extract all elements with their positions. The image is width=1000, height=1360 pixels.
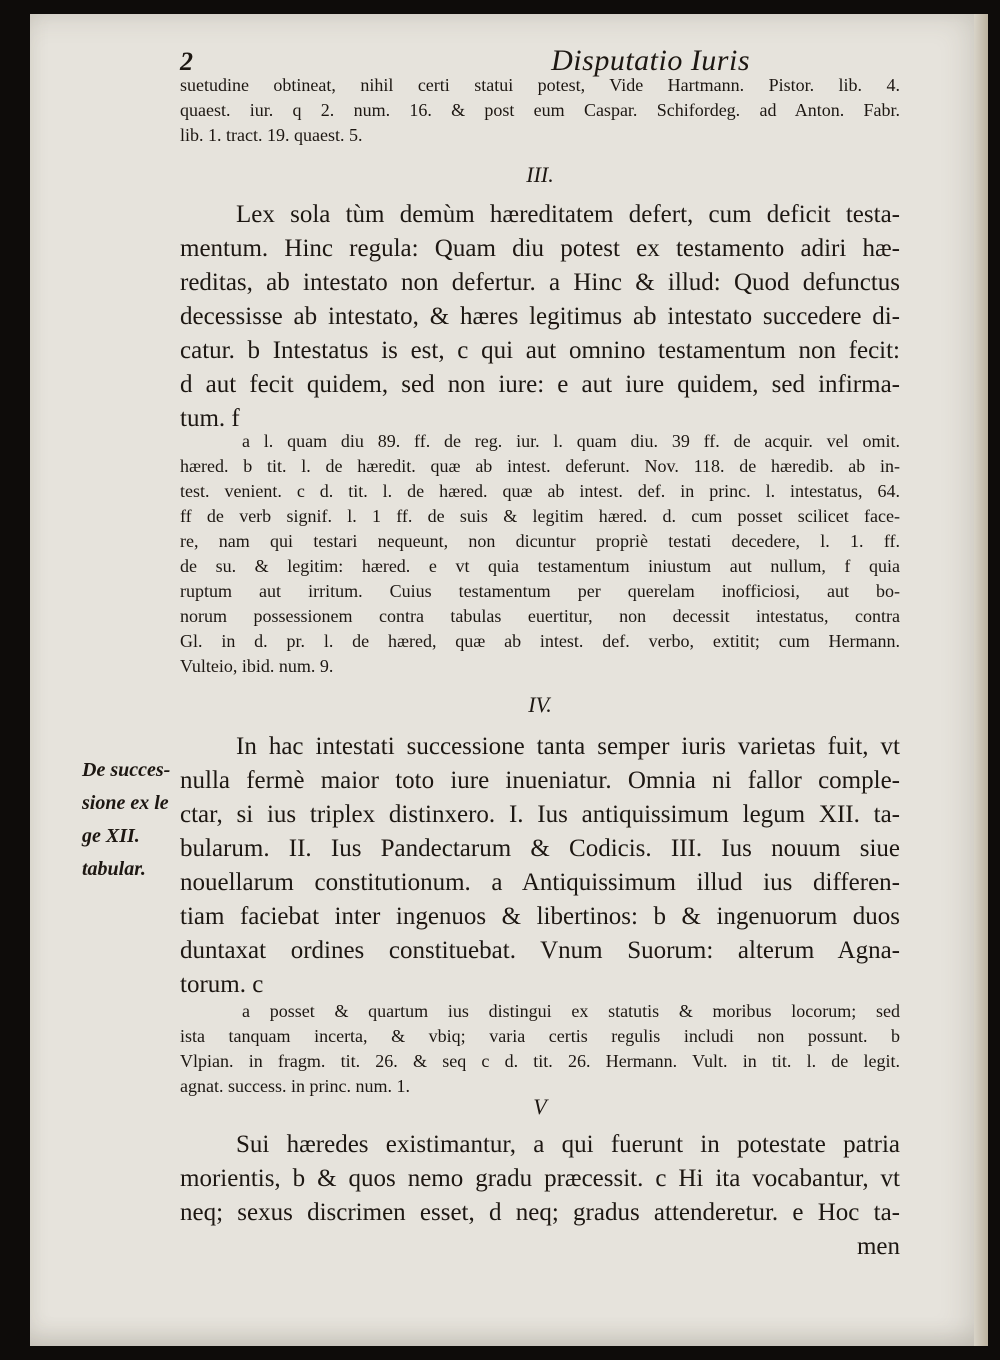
margin-note-line: De succes- <box>82 759 171 781</box>
note-line: ff de verb signif. l. 1 ff. de suis & legitim hæred. d. cum posset scilicet face- <box>180 506 900 526</box>
catchword: men <box>856 1233 900 1260</box>
body-line: tum. f <box>180 405 240 432</box>
margin-note <box>82 754 192 886</box>
note-line: test. venient. c d. tit. l. de hæred. quæ ab intest. def. in princ. l. intestatus, 64. <box>180 481 900 501</box>
section-iii-text <box>180 202 900 440</box>
note-line: quaest. iur. q 2. num. 16. & post eum Caspar. Schifordeg. ad Anton. Fabr. <box>180 100 900 120</box>
body-line: d aut fecit quidem, sed non iure: e aut iure quidem, sed infirma- <box>180 371 900 398</box>
note-line: de su. & legitim: hæred. e vt quia testamentum iniustum aut nullum, f quia <box>180 556 900 576</box>
body-line: reditas, ab intestato non defertur. a Hinc & illud: Quod defunctus <box>180 269 900 296</box>
note-line: norum possessionem contra tabulas euertitur, non decessit intestatus, contra <box>180 606 900 626</box>
note-line: ruptum aut irritum. Cuius testamentum per querelam inofficiosi, aut bo- <box>180 581 900 601</box>
body-line: Lex sola tùm demùm hæreditatem defert, cum deficit testa- <box>236 201 900 228</box>
body-line: catur. b Intestatus is est, c qui aut omnino testamentum non fecit: <box>180 337 900 364</box>
margin-note-line: tabular. <box>82 858 146 880</box>
body-line: mentum. Hinc regula: Quam diu potest ex testamento adiri hæ- <box>180 235 900 262</box>
note-line: hæred. b tit. l. de hæredit. quæ ab intest. deferunt. Nov. 118. de hæredib. ab in- <box>180 456 900 476</box>
note-line: suetudine obtineat, nihil certi statui potest, Vide Hartmann. Pistor. lib. 4. <box>180 75 900 95</box>
note-line: Vulteio, ibid. num. 9. <box>180 656 334 676</box>
note-line: lib. 1. tract. 19. quaest. 5. <box>180 125 363 145</box>
body-line: Sui hæredes existimantur, a qui fuerunt in potestate patria <box>236 1131 900 1158</box>
book-page <box>30 14 988 1346</box>
body-line: morientis, b & quos nemo gradu præcessit. c Hi ita vocabantur, vt <box>180 1165 900 1192</box>
note-line: Vlpian. in fragm. tit. 26. & seq c d. tit. 26. Hermann. Vult. in tit. l. de legit. <box>180 1051 900 1071</box>
note-line: a l. quam diu 89. ff. de reg. iur. l. quam diu. 39 ff. de acquir. vel omit. <box>242 431 900 451</box>
body-line: decessisse ab intestato, & hæres legitimus ab intestato succedere di- <box>180 303 900 330</box>
page-header <box>180 44 900 78</box>
top-note <box>180 76 900 151</box>
body-line: neq; sexus discrimen esset, d neq; gradus attenderetur. e Hoc ta- <box>180 1199 900 1226</box>
section-numeral-iii: III. <box>526 162 554 187</box>
note-line: agnat. success. in princ. num. 1. <box>180 1076 410 1096</box>
body-line: torum. c <box>180 971 264 998</box>
body-line: ctar, si ius triplex distinxero. I. Ius antiquissimum legum XII. ta- <box>180 801 900 828</box>
body-line: tiam faciebat inter ingenuos & libertinos: b & ingenuorum duos <box>180 903 900 930</box>
margin-note-line: sione ex le <box>82 792 169 814</box>
section-iv-notes <box>180 1002 900 1102</box>
section-iv-text <box>180 734 900 1006</box>
note-line: a posset & quartum ius distingui ex statutis & moribus locorum; sed <box>242 1001 900 1021</box>
page-edge <box>974 14 988 1346</box>
body-line: In hac intestati successione tanta semper iuris varietas fuit, vt <box>236 733 900 760</box>
note-line: re, nam qui testari nequeunt, non dicuntur propriè testati decedere, l. 1. ff. <box>180 531 900 551</box>
body-line: duntaxat ordines constituebat. Vnum Suorum: alterum Agna- <box>180 937 900 964</box>
note-line: Gl. in d. pr. l. de hæred, quæ ab intest. def. verbo, extitit; cum Hermann. <box>180 631 900 651</box>
section-numeral-iv: IV. <box>528 692 552 717</box>
note-line: ista tanquam incerta, & vbiq; varia certis regulis includi non possunt. b <box>180 1026 900 1046</box>
section-iii-notes <box>180 432 900 682</box>
body-line: nulla fermè maior toto iure inueniatur. Omnia ni fallor comple- <box>180 767 900 794</box>
page-number: 2 <box>180 47 193 76</box>
section-v-text <box>180 1132 900 1268</box>
section-numeral-v: V <box>533 1094 547 1119</box>
margin-note-line: ge XII. <box>82 825 140 847</box>
running-head: Disputatio Iuris <box>551 44 750 77</box>
body-line: bularum. II. Ius Pandectarum & Codicis. III. Ius nouum siue <box>180 835 900 862</box>
body-line: nouellarum constitutionum. a Antiquissimum illud ius differen- <box>180 869 900 896</box>
